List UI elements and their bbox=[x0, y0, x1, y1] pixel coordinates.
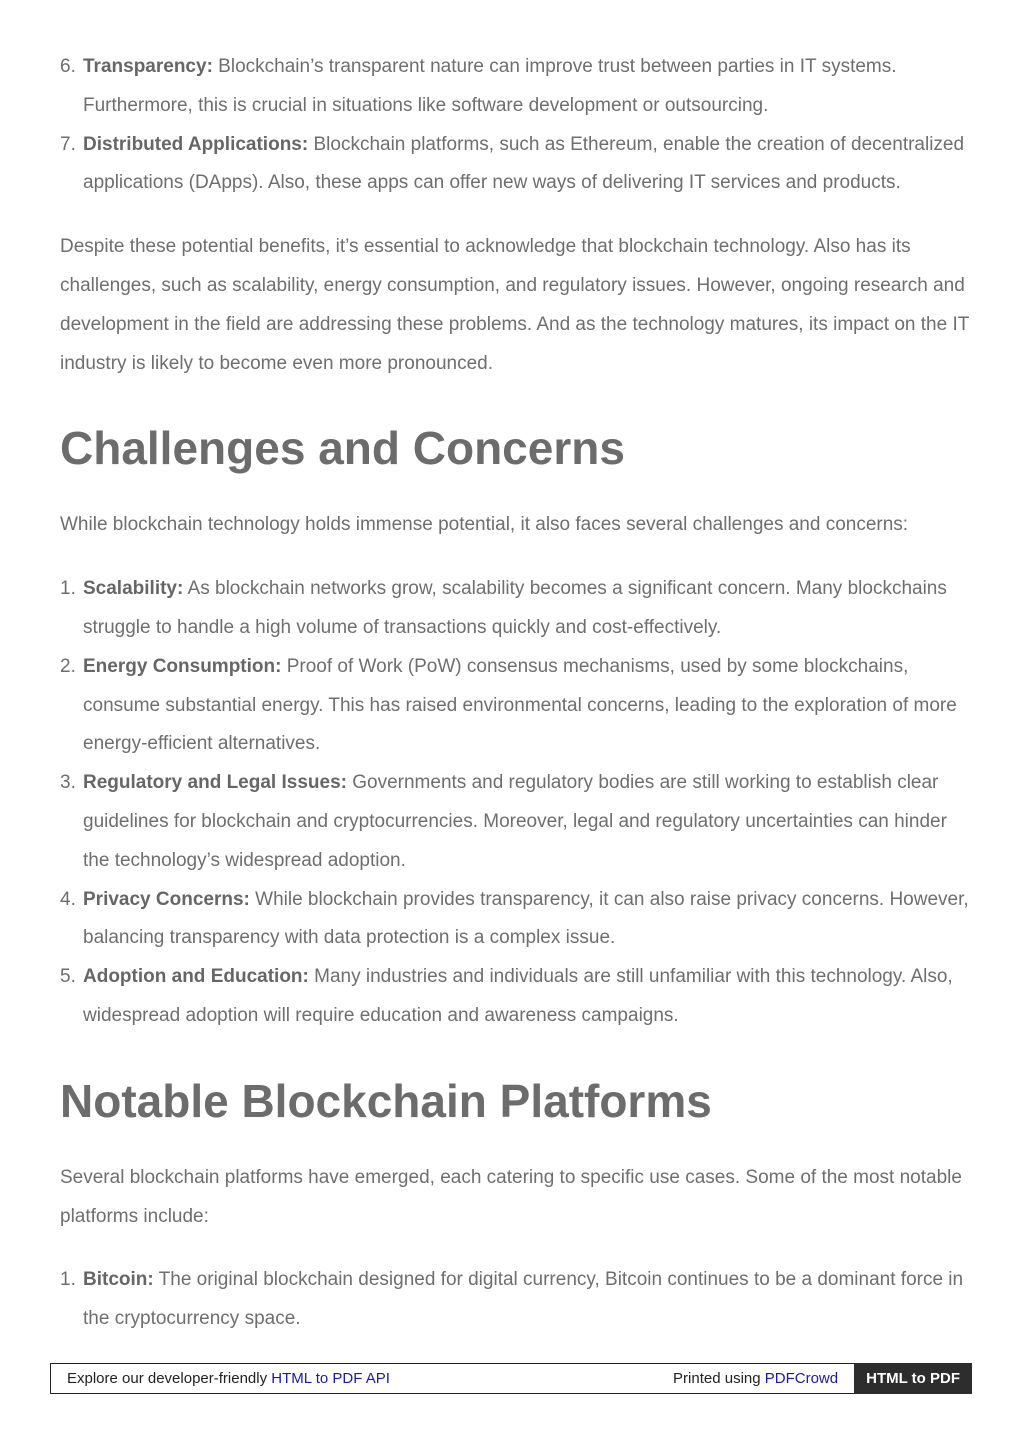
benefits-paragraph: Despite these potential benefits, it’s essential to acknowledge that blockchain technology. Also has its challenges, such as scalability, energy consumption, and regulatory issues. However, ongoing research and development in the field are addressing these problems. And as the technology matures, its impact on the IT industry is likely to become even more pronounced. bbox=[60, 236, 970, 374]
challenges-intro: While blockchain technology holds immense potential, it also faces several challenges and concerns: bbox=[60, 514, 909, 536]
footer-explore-text: Explore our developer-friendly bbox=[67, 1370, 272, 1387]
list-item-text: As blockchain networks grow, scalability becomes a significant concern. Many blockchains struggle to handle a high volume of transactions quickly and cost-effectively. bbox=[83, 578, 947, 638]
list-item-text: Proof of Work (PoW) consensus mechanisms, used by some blockchains, consume substantial energy. This has raised environmental concerns, leading to the exploration of more energy-efficient alternatives. bbox=[83, 655, 957, 755]
list-item bbox=[60, 126, 970, 204]
list-item-text: Blockchain’s transparent nature can improve trust between parties in IT systems. Furthermore, this is crucial in situations like software development or outsourcing. bbox=[83, 56, 897, 116]
list-item bbox=[60, 958, 970, 1036]
list-item-term: Distributed Applications: bbox=[83, 133, 309, 155]
list-number: 3. bbox=[60, 772, 76, 794]
html-to-pdf-api-link[interactable]: HTML to PDF API bbox=[271, 1370, 390, 1387]
challenges-list bbox=[60, 570, 970, 1036]
list-item-term: Privacy Concerns: bbox=[83, 888, 250, 910]
list-number: 6. bbox=[60, 56, 76, 77]
list-item bbox=[60, 648, 970, 764]
list-item-term: Energy Consumption: bbox=[83, 655, 282, 677]
list-item bbox=[60, 881, 970, 959]
benefits-list-continued bbox=[60, 48, 970, 203]
list-item-text: Governments and regulatory bodies are still working to establish clear guidelines for blockchain and cryptocurrencies. Moreover, legal and regulatory uncertainties can hinder the technology’s widespread adoption. bbox=[83, 772, 947, 871]
list-item-text: The original blockchain designed for digital currency, Bitcoin continues to be a dominant force in the cryptocurrency space. bbox=[83, 1269, 964, 1330]
list-item-term: Regulatory and Legal Issues: bbox=[83, 772, 347, 794]
html-to-pdf-button[interactable]: HTML to PDF bbox=[854, 1363, 972, 1394]
list-item-term: Transparency: bbox=[83, 56, 213, 77]
list-item-text: Blockchain platforms, such as Ethereum, enable the creation of decentralized applications (DApps). Also, these apps can offer new ways of delivering IT services and products. bbox=[83, 133, 965, 194]
list-item-term: Bitcoin: bbox=[83, 1269, 154, 1291]
footer-explore bbox=[51, 1370, 673, 1387]
challenges-heading: Challenges and Concerns bbox=[60, 422, 625, 475]
list-item-term: Scalability: bbox=[83, 578, 184, 600]
platforms-list bbox=[60, 1261, 970, 1339]
platforms-heading: Notable Blockchain Platforms bbox=[60, 1074, 712, 1127]
footer-printed bbox=[673, 1370, 854, 1387]
list-number: 7. bbox=[60, 133, 76, 155]
list-item-term: Adoption and Education: bbox=[83, 966, 309, 988]
list-item bbox=[60, 570, 970, 648]
list-number: 2. bbox=[60, 655, 76, 677]
list-number: 4. bbox=[60, 888, 76, 910]
pdfcrowd-link[interactable]: PDFCrowd bbox=[764, 1370, 839, 1387]
list-item-text: Many industries and individuals are still unfamiliar with this technology. Also, widespread adoption will require education and awareness campaigns. bbox=[83, 966, 953, 1026]
pdfcrowd-footer-bar bbox=[50, 1363, 972, 1394]
list-item bbox=[60, 764, 970, 880]
footer-printed-text: Printed using bbox=[673, 1370, 765, 1387]
list-number: 5. bbox=[60, 966, 76, 988]
list-number: 1. bbox=[60, 1269, 76, 1291]
list-item-text: While blockchain provides transparency, it can also raise privacy concerns. However, balancing transparency with data protection is a complex issue. bbox=[83, 888, 969, 949]
list-item bbox=[60, 1261, 970, 1339]
list-number: 1. bbox=[60, 578, 76, 600]
list-item bbox=[60, 48, 970, 126]
article-content bbox=[60, 48, 970, 1339]
platforms-intro: Several blockchain platforms have emerged, each catering to specific use cases. Some of the most notable platforms include: bbox=[60, 1166, 962, 1227]
